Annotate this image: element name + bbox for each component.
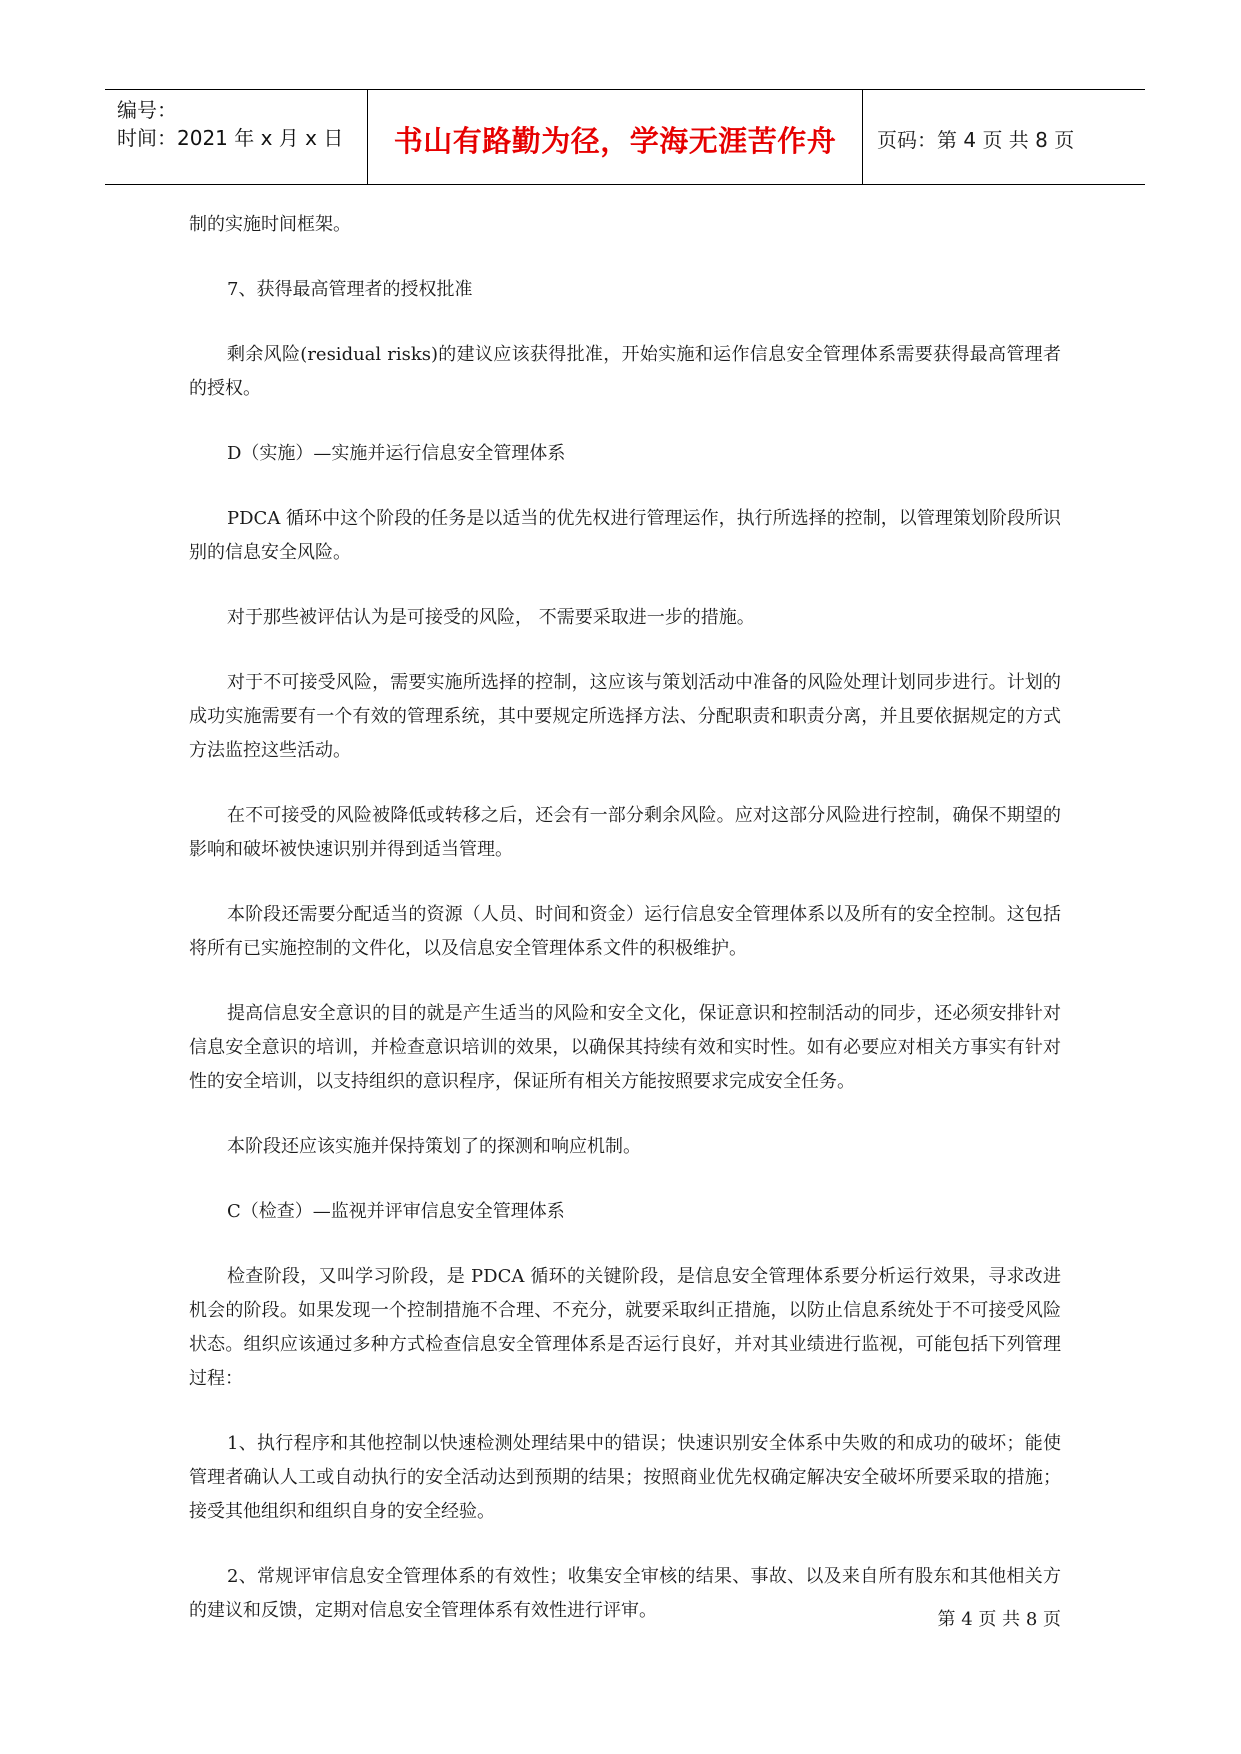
header-meta	[105, 90, 368, 184]
paragraph: 对于那些被评估认为是可接受的风险， 不需要采取进一步的措施。	[227, 607, 755, 628]
header-page-cell	[863, 90, 1145, 184]
document-body	[189, 208, 1061, 1659]
header-page-number: 页码：第 4 页 共 8 页	[877, 128, 1075, 152]
paragraph: 本阶段还需要分配适当的资源（人员、时间和资金）运行信息安全管理体系以及所有的安全控制。这包括将所有已实施控制的文件化，以及信息安全管理体系文件的积极维护。	[189, 904, 1061, 959]
paragraph: 检查阶段，又叫学习阶段，是 PDCA 循环的关键阶段，是信息安全管理体系要分析运行效果，寻求改进机会的阶段。如果发现一个控制措施不合理、不充分，就要采取纠正措施，以防止信息系统处于不可接受风险状态。组织应该通过多种方式检查信息安全管理体系是否运行良好，并对其业绩进行监视，可能包括下列管理过程：	[189, 1266, 1061, 1389]
section-heading: D（实施）—实施并运行信息安全管理体系	[227, 443, 566, 464]
paragraph: 对于不可接受风险，需要实施所选择的控制，这应该与策划活动中准备的风险处理计划同步进行。计划的成功实施需要有一个有效的管理系统，其中要规定所选择方法、分配职责和职责分离，并且要依据规定的方式方法监控这些活动。	[189, 672, 1061, 761]
paragraph: 制的实施时间框架。	[189, 214, 351, 235]
page-footer: 第 4 页 共 8 页	[937, 1609, 1061, 1630]
paragraph: 在不可接受的风险被降低或转移之后，还会有一部分剩余风险。应对这部分风险进行控制，确保不期望的影响和破坏被快速识别并得到适当管理。	[189, 805, 1061, 860]
paragraph: 提高信息安全意识的目的就是产生适当的风险和安全文化，保证意识和控制活动的同步，还必须安排针对信息安全意识的培训，并检查意识培训的效果，以确保其持续有效和实时性。如有必要应对相关方事实有针对性的安全培训，以支持组织的意识程序，保证所有相关方能按照要求完成安全任务。	[189, 1003, 1061, 1092]
paragraph: PDCA 循环中这个阶段的任务是以适当的优先权进行管理运作，执行所选择的控制，以管理策划阶段所识别的信息安全风险。	[189, 508, 1061, 563]
document-number-label: 编号：	[117, 98, 177, 122]
document-date: 时间：2021 年 x 月 x 日	[117, 126, 344, 150]
header-motto: 书山有路勤为径，学海无涯苦作舟	[393, 124, 837, 158]
paragraph: 剩余风险(residual risks)的建议应该获得批准，开始实施和运作信息安全管理体系需要获得最高管理者的授权。	[189, 344, 1061, 399]
paragraph: 2、常规评审信息安全管理体系的有效性；收集安全审核的结果、事故、以及来自所有股东和其他相关方的建议和反馈，定期对信息安全管理体系有效性进行评审。	[189, 1566, 1061, 1621]
paragraph: 1、执行程序和其他控制以快速检测处理结果中的错误；快速识别安全体系中失败的和成功的破坏；能使管理者确认人工或自动执行的安全活动达到预期的结果；按照商业优先权确定解决安全破坏所要采取的措施；接受其他组织和组织自身的安全经验。	[189, 1433, 1061, 1522]
header-motto-cell	[368, 90, 863, 184]
section-heading: C（检查）—监视并评审信息安全管理体系	[227, 1201, 565, 1222]
section-heading: 7、获得最高管理者的授权批准	[227, 279, 473, 300]
paragraph: 本阶段还应该实施并保持策划了的探测和响应机制。	[227, 1136, 641, 1157]
page-header	[105, 89, 1145, 185]
